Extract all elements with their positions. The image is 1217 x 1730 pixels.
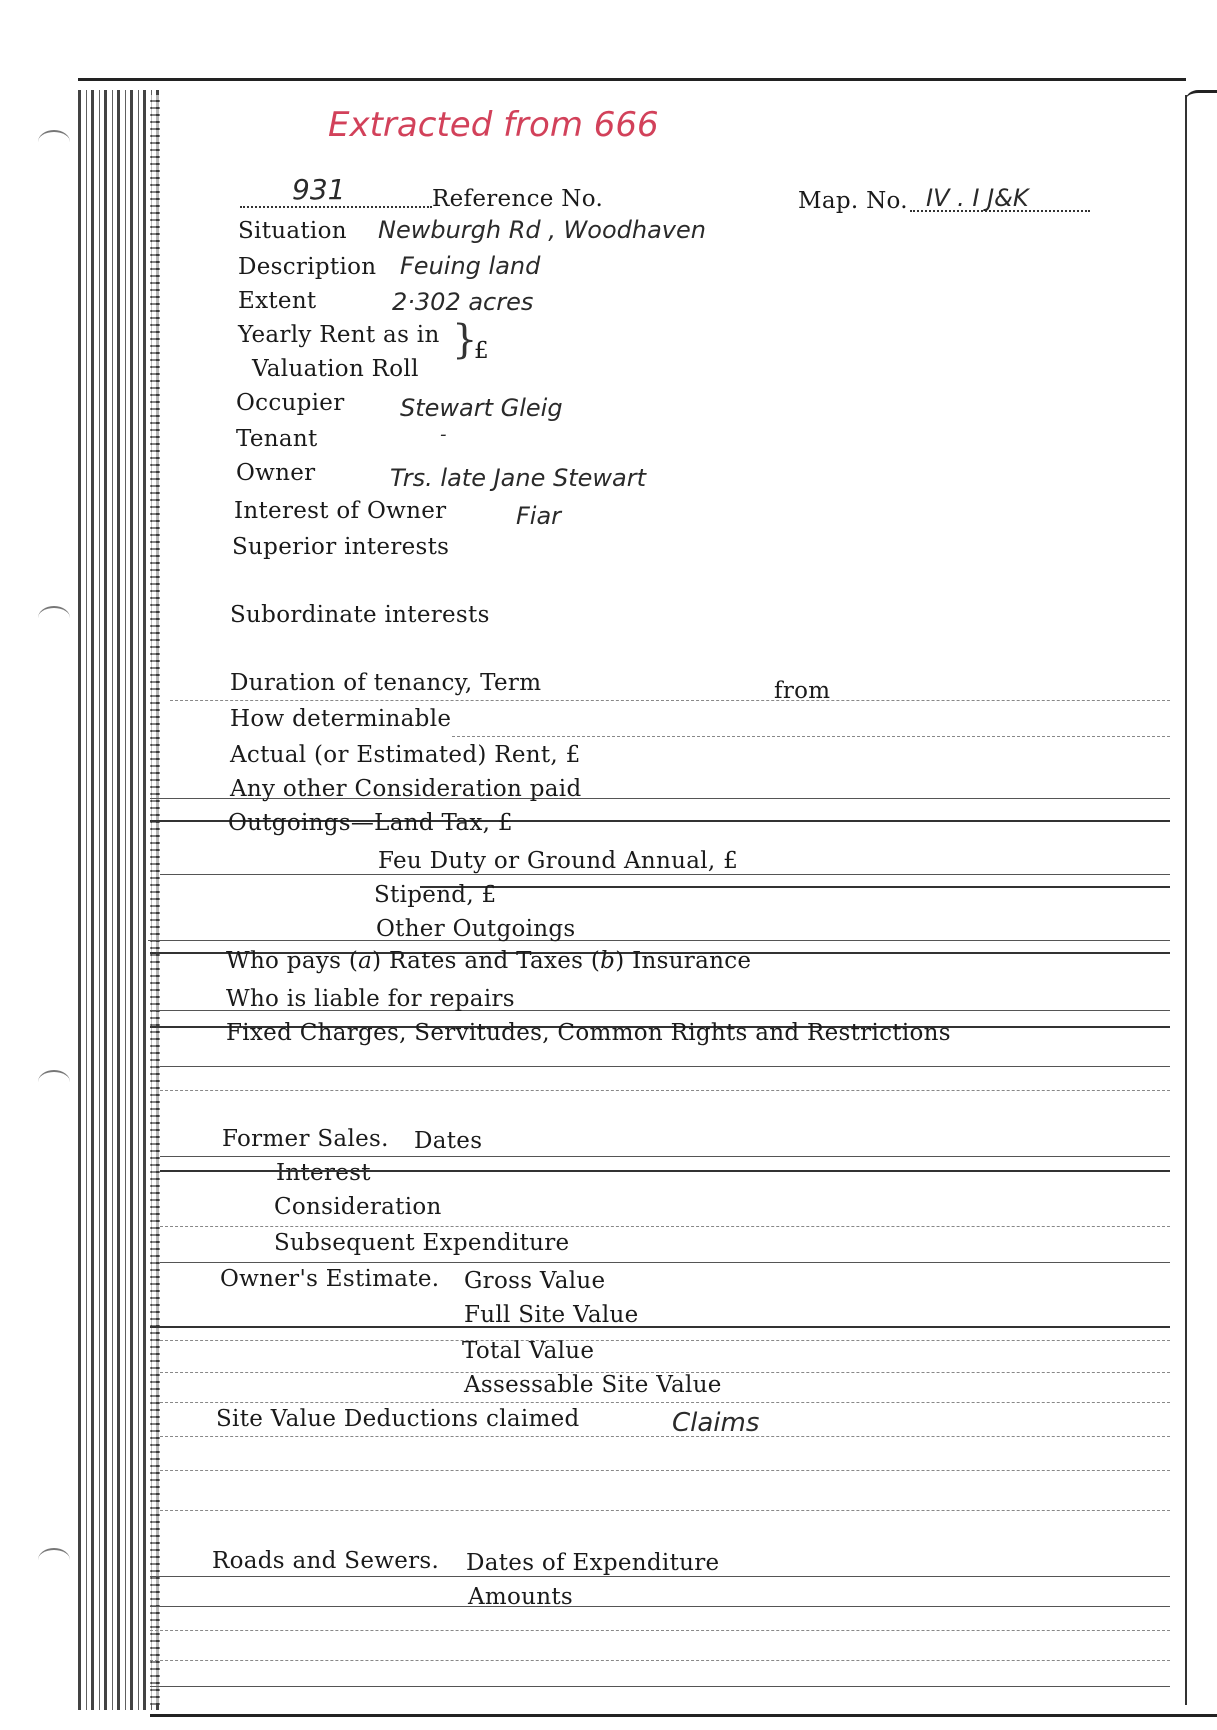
owner-value: Trs. late Jane Stewart <box>390 464 647 492</box>
who-pays-label: Who pays (a) Rates and Taxes (b) Insurance <box>226 948 752 974</box>
rule-deductions-3 <box>160 1510 1170 1511</box>
other-outgoings-label: Other Outgoings <box>376 916 576 942</box>
how-determinable-label: How determinable <box>230 706 452 732</box>
former-sales-label: Former Sales. <box>222 1126 389 1152</box>
rule-feu-duty <box>420 886 1170 888</box>
rule-consideration-2 <box>160 1226 1170 1227</box>
owners-estimate-label: Owner's Estimate. <box>220 1266 440 1292</box>
rule-duration <box>170 700 1170 701</box>
binder-ring-2 <box>38 606 70 630</box>
yearly-rent-label: Yearly Rent as in <box>238 322 440 348</box>
subsequent-expenditure-label: Subsequent Expenditure <box>274 1230 570 1256</box>
duration-label: Duration of tenancy, Term <box>230 670 542 696</box>
tenant-value: - <box>440 424 447 445</box>
owner-label: Owner <box>236 460 316 486</box>
actual-rent-label: Actual (or Estimated) Rent, £ <box>230 742 581 768</box>
rule-amounts-4 <box>150 1686 1170 1687</box>
assessable-site-value-label: Assessable Site Value <box>464 1372 722 1398</box>
other-consideration-label: Any other Consideration paid <box>230 776 582 802</box>
binder-ring-4 <box>38 1548 70 1572</box>
rule-deductions-2 <box>160 1470 1170 1471</box>
former-sales-dates-label: Dates <box>414 1128 483 1154</box>
reference-value: 931 <box>292 173 346 206</box>
reference-dotline <box>240 206 432 208</box>
situation-label: Situation <box>238 218 347 244</box>
interest-label: Interest <box>276 1160 371 1186</box>
superior-interests-label: Superior interests <box>232 534 450 560</box>
red-annotation: Extracted from 666 <box>328 105 659 145</box>
page-corner <box>1186 90 1217 113</box>
rent-pound-sign: £ <box>474 338 489 364</box>
extent-value: 2·302 acres <box>392 288 534 316</box>
total-value-label: Total Value <box>462 1338 595 1364</box>
rule-determinable <box>452 736 1170 737</box>
site-value-deductions-value: Claims <box>672 1408 760 1438</box>
interest-of-owner-value: Fiar <box>516 502 562 530</box>
rule-land-tax <box>160 874 1170 875</box>
interest-of-owner-label: Interest of Owner <box>234 498 447 524</box>
rule-amounts <box>150 1606 1170 1607</box>
roads-sewers-label: Roads and Sewers. <box>212 1548 440 1574</box>
situation-value: Newburgh Rd , Woodhaven <box>378 216 706 244</box>
roads-dates-label: Dates of Expenditure <box>466 1550 720 1576</box>
rule-fixed-1 <box>160 1066 1170 1067</box>
rule-gross <box>150 1326 1170 1328</box>
rule-amounts-2 <box>150 1630 1170 1631</box>
map-value: IV . I J&K <box>926 184 1029 212</box>
stipend-label: Stipend, £ <box>374 882 497 908</box>
rule-deductions <box>160 1436 1170 1437</box>
binder-ring-3 <box>38 1070 70 1094</box>
gross-value-label: Gross Value <box>464 1268 606 1294</box>
rent-brace: } <box>452 317 478 363</box>
rule-subsequent <box>160 1262 1170 1263</box>
occupier-label: Occupier <box>236 390 345 416</box>
valuation-roll-label: Valuation Roll <box>252 356 419 382</box>
amounts-label: Amounts <box>468 1584 574 1610</box>
full-site-value-label: Full Site Value <box>464 1302 639 1328</box>
tenant-label: Tenant <box>236 426 318 452</box>
outgoings-label: Outgoings—Land Tax, £ <box>228 810 513 836</box>
rule-assessable <box>160 1402 1170 1403</box>
occupier-value: Stewart Gleig <box>400 394 563 422</box>
binder-ring-1 <box>38 130 70 154</box>
consideration-label: Consideration <box>274 1194 442 1220</box>
extent-label: Extent <box>238 288 317 314</box>
feu-duty-label: Feu Duty or Ground Annual, £ <box>378 848 739 874</box>
duration-from-label: from <box>774 678 831 704</box>
rule-full-site <box>160 1340 1170 1341</box>
description-label: Description <box>238 254 377 280</box>
page-bottom-edge <box>150 1714 1217 1717</box>
description-value: Feuing land <box>400 252 541 280</box>
subordinate-interests-label: Subordinate interests <box>230 602 490 628</box>
rule-fixed-2 <box>160 1090 1170 1091</box>
rule-roads <box>150 1576 1170 1577</box>
site-value-deductions-label: Site Value Deductions claimed <box>216 1406 580 1432</box>
fixed-charges-label: Fixed Charges, Servitudes, Common Rights and Restrictions <box>226 1020 951 1046</box>
repairs-label: Who is liable for repairs <box>226 986 515 1012</box>
reference-label: Reference No. <box>432 186 604 212</box>
rule-stipend <box>148 940 1170 941</box>
map-label: Map. No. <box>798 188 908 214</box>
rule-former-sales <box>160 1156 1170 1157</box>
rule-interest <box>160 1170 1170 1172</box>
rule-amounts-3 <box>150 1660 1170 1661</box>
page-right-edge <box>1185 95 1187 1705</box>
